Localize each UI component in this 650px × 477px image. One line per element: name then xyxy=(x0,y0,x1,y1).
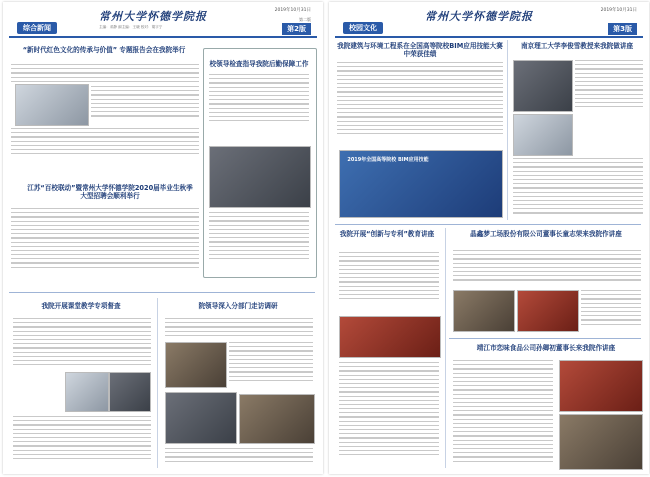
column-divider xyxy=(507,40,508,220)
article-body xyxy=(337,62,503,137)
portrait-photo xyxy=(513,60,573,112)
article-title: 南京理工大学李俊雪教授来我院做讲座 xyxy=(520,42,634,50)
right-newspaper-page xyxy=(329,2,649,474)
article-body xyxy=(13,318,151,368)
left-newspaper-page xyxy=(3,2,323,474)
article-body xyxy=(11,208,199,271)
article-body xyxy=(13,416,151,462)
speaker-photo xyxy=(453,290,515,332)
article-body xyxy=(229,342,313,384)
lecture-photo xyxy=(513,114,573,156)
article-title: “新时代红色文化的传承与价值” 专题报告会在我院举行 xyxy=(22,46,186,54)
page-number: 第2版 xyxy=(282,23,311,35)
article-body xyxy=(453,250,641,284)
right-page-header xyxy=(335,6,643,38)
lecture-photo xyxy=(339,316,441,358)
article-title: 晶鑫梦工场股份有限公司董事长童志荣来我院作讲座 xyxy=(470,230,622,238)
section-divider xyxy=(449,338,641,339)
meeting-photo xyxy=(239,394,315,444)
article-body xyxy=(165,318,313,339)
article-body xyxy=(209,212,309,262)
article-body xyxy=(513,158,643,217)
article-body xyxy=(575,60,643,110)
meeting-photo xyxy=(165,342,227,388)
issue-date: 2019年10月31日 xyxy=(600,8,637,13)
issue-date: 2019年10月31日 xyxy=(274,8,311,13)
classroom-photo xyxy=(109,372,151,412)
article-body xyxy=(453,360,553,465)
article-body xyxy=(581,290,641,328)
section-label: 综合新闻 xyxy=(17,22,57,34)
editor-info: 主编：邓静 副主编：王晓 校对：胡宇宁 xyxy=(99,25,163,29)
left-page-header xyxy=(9,6,317,38)
article-body xyxy=(339,252,439,302)
page-number: 第3版 xyxy=(608,23,637,35)
section-divider xyxy=(9,292,315,293)
speaker-photo xyxy=(559,414,643,470)
article-title: 江苏“百校联动”暨常州大学怀德学院2020届毕业生秋季大型招聘会顺利举行 xyxy=(27,184,193,200)
bim-banner-text: 2019年全国高等院校 BIM应用技能 xyxy=(347,157,429,163)
article-body xyxy=(91,86,199,120)
inspection-photo xyxy=(209,146,311,208)
article-title: 我院开展课堂教学专项督查 xyxy=(41,302,121,310)
article-body xyxy=(11,64,199,85)
article-title: 校领导检查指导我院后勤保障工作 xyxy=(209,60,309,68)
article-title: 我院建筑与环境工程系在全国高等院校BIM应用技能大赛中荣获佳绩 xyxy=(337,42,503,58)
article-body xyxy=(339,362,439,458)
article-body xyxy=(165,448,313,465)
masthead: 常州大学怀德学院报 xyxy=(99,10,207,23)
article-title: 院领导深入分部门走访调研 xyxy=(198,302,278,310)
masthead: 常州大学怀德学院报 xyxy=(425,10,533,23)
section-divider xyxy=(335,224,641,225)
article-body xyxy=(11,128,199,157)
column-divider xyxy=(157,298,158,468)
article-title: 我院开展“创新与专利”教育讲座 xyxy=(339,230,435,238)
column-divider xyxy=(445,228,446,468)
meeting-photo xyxy=(165,392,237,444)
ceremony-photo xyxy=(517,290,579,332)
award-ceremony-photo xyxy=(559,360,643,412)
lecture-hall-photo xyxy=(15,84,89,126)
section-label: 校园文化 xyxy=(343,22,383,34)
classroom-photo xyxy=(65,372,109,412)
article-body xyxy=(209,74,309,124)
article-title: 靖江市恋味食品公司孙卿初董事长来我院作讲座 xyxy=(476,344,616,352)
issue-edition: 第二版 xyxy=(299,17,311,22)
